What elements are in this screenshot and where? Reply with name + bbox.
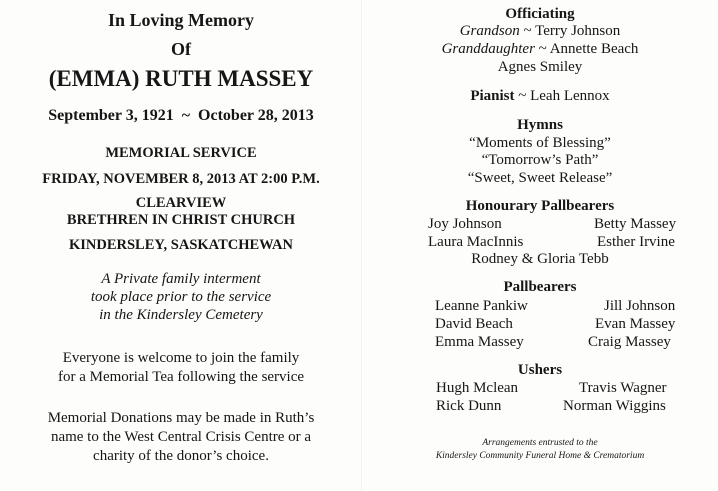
- honourary-pallbearer: Rodney & Gloria Tebb: [471, 251, 609, 267]
- usher: Rick Dunn: [436, 398, 502, 414]
- hymn-item: “Moments of Blessing”: [469, 135, 611, 151]
- granddaughter-role: Granddaughter: [441, 41, 535, 57]
- interment-line: in the Kindersley Cemetery: [99, 307, 263, 323]
- pallbearers-title: Pallbearers: [503, 279, 577, 295]
- hymn-item: “Tomorrow’s Path”: [481, 152, 599, 168]
- memorial-heading: In Loving Memory: [108, 10, 254, 30]
- officiant-other: Agnes Smiley: [497, 59, 583, 75]
- of-label: Of: [171, 39, 191, 59]
- life-dates: September 3, 1921 ~ October 28, 2013: [48, 107, 314, 124]
- church-name-line2: BRETHREN IN CHRIST CHURCH: [66, 212, 296, 228]
- hymns-title: Hymns: [517, 117, 563, 133]
- pallbearer: Jill Johnson: [604, 298, 676, 314]
- grandson-name: ~ Terry Johnson: [519, 23, 621, 39]
- honourary-title: Honourary Pallbearers: [465, 198, 615, 214]
- usher: Norman Wiggins: [563, 398, 666, 414]
- granddaughter-name: ~ Annette Beach: [534, 41, 639, 57]
- pallbearer: Evan Massey: [595, 316, 676, 332]
- honourary-pallbearer: Laura MacInnis: [428, 234, 524, 250]
- usher: Hugh Mclean: [436, 380, 519, 396]
- tea-line: for a Memorial Tea following the service: [57, 369, 305, 385]
- pianist-name: ~ Leah Lennox: [514, 88, 610, 104]
- donations-line: charity of the donor’s choice.: [93, 448, 269, 464]
- pallbearer: Craig Massey: [588, 334, 671, 350]
- arrangements-line: Kindersley Community Funeral Home & Crematorium: [435, 451, 645, 461]
- ushers-title: Ushers: [517, 362, 563, 378]
- hymn-item: “Sweet, Sweet Release”: [467, 170, 613, 186]
- service-location: KINDERSLEY, SASKATCHEWAN: [68, 237, 293, 253]
- honourary-pallbearer: Joy Johnson: [428, 216, 502, 232]
- service-title: MEMORIAL SERVICE: [105, 145, 257, 161]
- donations-line: Memorial Donations may be made in Ruth’s: [47, 410, 315, 426]
- honourary-pallbearer: Betty Massey: [594, 216, 677, 232]
- officiant-granddaughter: [362, 41, 718, 58]
- tea-line: Everyone is welcome to join the family: [62, 350, 300, 366]
- donations-line: name to the West Central Crisis Centre or a: [50, 429, 312, 445]
- pallbearer: Emma Massey: [435, 334, 524, 350]
- pallbearer: Leanne Pankiw: [435, 298, 528, 314]
- right-panel: [362, 0, 718, 491]
- service-datetime: FRIDAY, NOVEMBER 8, 2013 AT 2:00 P.M.: [42, 171, 320, 187]
- officiating-title: Officiating: [505, 6, 575, 22]
- grandson-role: Grandson: [459, 23, 520, 39]
- pianist-label: Pianist: [470, 88, 515, 104]
- arrangements-line: Arrangements entrusted to the: [482, 438, 598, 448]
- pianist-line: [362, 88, 718, 105]
- church-name-line1: CLEARVIEW: [135, 195, 227, 211]
- officiant-grandson: [362, 23, 718, 40]
- pallbearer: David Beach: [435, 316, 513, 332]
- honourary-pallbearer: Esther Irvine: [597, 234, 675, 250]
- interment-line: took place prior to the service: [90, 289, 272, 305]
- deceased-name: (EMMA) RUTH MASSEY: [48, 66, 314, 91]
- usher: Travis Wagner: [579, 380, 667, 396]
- interment-line: A Private family interment: [101, 271, 261, 287]
